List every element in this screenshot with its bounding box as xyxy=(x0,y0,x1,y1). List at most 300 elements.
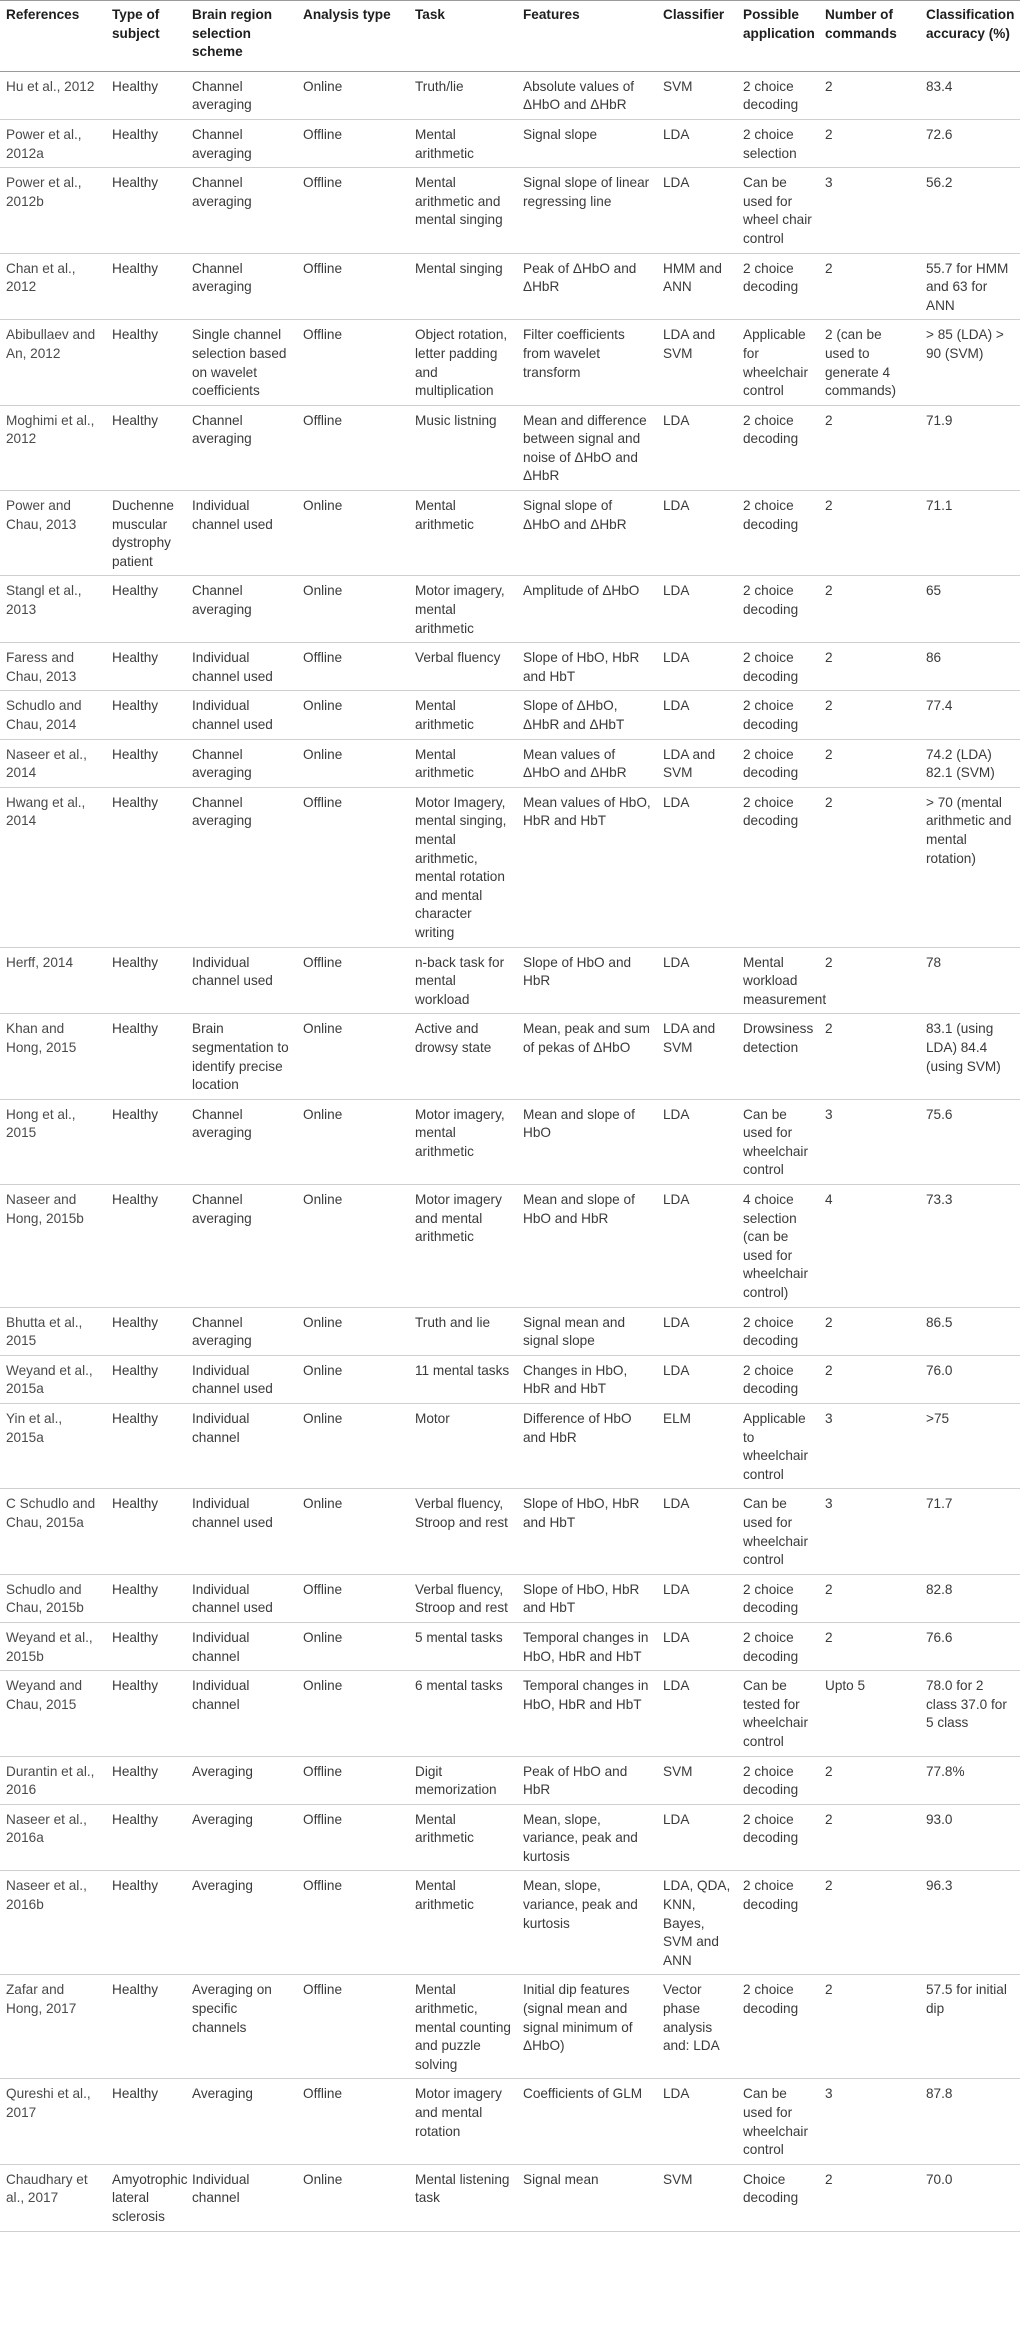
cell-number-of-commands: 2 xyxy=(819,119,920,167)
cell-type-of-subject: Healthy xyxy=(106,1099,186,1184)
cell-type-of-subject: Healthy xyxy=(106,739,186,787)
cell-features: Filter coefficients from wavelet transform xyxy=(517,320,657,405)
cell-references: Power and Chau, 2013 xyxy=(0,491,106,576)
cell-features: Slope of HbO and HbR xyxy=(517,947,657,1014)
cell-classification-accuracy: 71.9 xyxy=(920,405,1020,490)
cell-task: Mental arithmetic, mental counting and puzzle solving xyxy=(409,1975,517,2079)
cell-references: Naseer and Hong, 2015b xyxy=(0,1185,106,1308)
cell-features: Signal slope of ΔHbO and ΔHbR xyxy=(517,491,657,576)
header-possible-application: Possible application xyxy=(737,1,819,72)
cell-references: Weyand et al., 2015a xyxy=(0,1355,106,1403)
cell-number-of-commands: 2 xyxy=(819,1756,920,1804)
cell-classifier: LDA xyxy=(657,691,737,739)
cell-type-of-subject: Healthy xyxy=(106,119,186,167)
cell-possible-application: 2 choice decoding xyxy=(737,405,819,490)
cell-analysis-type: Offline xyxy=(297,787,409,947)
cell-number-of-commands: 4 xyxy=(819,1185,920,1308)
cell-type-of-subject: Amyotrophic lateral sclerosis xyxy=(106,2164,186,2231)
cell-brain-region-selection-scheme: Individual channel used xyxy=(186,691,297,739)
cell-number-of-commands: 2 xyxy=(819,576,920,643)
cell-number-of-commands: 3 xyxy=(819,168,920,253)
cell-number-of-commands: 2 xyxy=(819,2164,920,2231)
cell-references: Stangl et al., 2013 xyxy=(0,576,106,643)
cell-type-of-subject: Healthy xyxy=(106,1871,186,1975)
cell-type-of-subject: Healthy xyxy=(106,1404,186,1489)
cell-number-of-commands: 3 xyxy=(819,1404,920,1489)
cell-analysis-type: Online xyxy=(297,1404,409,1489)
cell-possible-application: 2 choice decoding xyxy=(737,1574,819,1622)
table-row xyxy=(0,119,1020,167)
cell-references: Chan et al., 2012 xyxy=(0,253,106,320)
cell-task: Motor imagery and mental arithmetic xyxy=(409,1185,517,1308)
cell-possible-application: 2 choice decoding xyxy=(737,643,819,691)
table-row xyxy=(0,576,1020,643)
header-classifier: Classifier xyxy=(657,1,737,72)
table-row xyxy=(0,1014,1020,1099)
cell-classifier: LDA xyxy=(657,491,737,576)
cell-analysis-type: Offline xyxy=(297,168,409,253)
cell-classification-accuracy: 75.6 xyxy=(920,1099,1020,1184)
cell-features: Mean, slope, variance, peak and kurtosis xyxy=(517,1871,657,1975)
cell-task: Active and drowsy state xyxy=(409,1014,517,1099)
cell-possible-application: 2 choice decoding xyxy=(737,253,819,320)
cell-brain-region-selection-scheme: Channel averaging xyxy=(186,1099,297,1184)
cell-analysis-type: Online xyxy=(297,1307,409,1355)
cell-number-of-commands: 3 xyxy=(819,2079,920,2164)
table-row xyxy=(0,71,1020,119)
cell-features: Mean and slope of HbO and HbR xyxy=(517,1185,657,1308)
cell-type-of-subject: Healthy xyxy=(106,405,186,490)
cell-analysis-type: Offline xyxy=(297,2079,409,2164)
cell-number-of-commands: 2 xyxy=(819,1871,920,1975)
cell-brain-region-selection-scheme: Channel averaging xyxy=(186,1185,297,1308)
cell-task: Truth and lie xyxy=(409,1307,517,1355)
cell-classifier: LDA xyxy=(657,405,737,490)
cell-brain-region-selection-scheme: Channel averaging xyxy=(186,119,297,167)
cell-classification-accuracy: 83.4 xyxy=(920,71,1020,119)
cell-features: Temporal changes in HbO, HbR and HbT xyxy=(517,1671,657,1756)
cell-references: Naseer et al., 2016a xyxy=(0,1804,106,1871)
cell-features: Absolute values of ΔHbO and ΔHbR xyxy=(517,71,657,119)
cell-task: Motor Imagery, mental singing, mental arithmetic, mental rotation and mental character writing xyxy=(409,787,517,947)
cell-analysis-type: Online xyxy=(297,576,409,643)
cell-classification-accuracy: 55.7 for HMM and 63 for ANN xyxy=(920,253,1020,320)
cell-possible-application: 2 choice decoding xyxy=(737,1307,819,1355)
cell-references: Hong et al., 2015 xyxy=(0,1099,106,1184)
cell-references: Qureshi et al., 2017 xyxy=(0,2079,106,2164)
cell-analysis-type: Offline xyxy=(297,947,409,1014)
cell-references: Moghimi et al., 2012 xyxy=(0,405,106,490)
cell-classifier: LDA xyxy=(657,1099,737,1184)
cell-possible-application: Choice decoding xyxy=(737,2164,819,2231)
cell-analysis-type: Offline xyxy=(297,1804,409,1871)
cell-classification-accuracy: 82.8 xyxy=(920,1574,1020,1622)
cell-task: Verbal fluency xyxy=(409,643,517,691)
cell-analysis-type: Offline xyxy=(297,119,409,167)
cell-features: Mean and slope of HbO xyxy=(517,1099,657,1184)
cell-task: Mental arithmetic xyxy=(409,119,517,167)
header-task: Task xyxy=(409,1,517,72)
cell-brain-region-selection-scheme: Individual channel used xyxy=(186,643,297,691)
cell-classification-accuracy: 78.0 for 2 class 37.0 for 5 class xyxy=(920,1671,1020,1756)
header-brain-region-selection-scheme: Brain region selection scheme xyxy=(186,1,297,72)
cell-features: Mean, slope, variance, peak and kurtosis xyxy=(517,1804,657,1871)
cell-possible-application: 4 choice selection (can be used for wheelchair control) xyxy=(737,1185,819,1308)
cell-classifier: LDA xyxy=(657,947,737,1014)
cell-type-of-subject: Healthy xyxy=(106,1185,186,1308)
cell-references: Weyand et al., 2015b xyxy=(0,1622,106,1670)
header-number-of-commands: Number of commands xyxy=(819,1,920,72)
cell-brain-region-selection-scheme: Channel averaging xyxy=(186,253,297,320)
cell-task: Motor imagery and mental rotation xyxy=(409,2079,517,2164)
cell-type-of-subject: Healthy xyxy=(106,947,186,1014)
table-row xyxy=(0,1671,1020,1756)
cell-analysis-type: Online xyxy=(297,1185,409,1308)
table-row xyxy=(0,1871,1020,1975)
cell-possible-application: Can be used for wheel chair control xyxy=(737,168,819,253)
cell-classifier: Vector phase analysis and: LDA xyxy=(657,1975,737,2079)
cell-classifier: ELM xyxy=(657,1404,737,1489)
cell-brain-region-selection-scheme: Averaging on specific channels xyxy=(186,1975,297,2079)
cell-possible-application: 2 choice decoding xyxy=(737,787,819,947)
cell-classifier: LDA xyxy=(657,119,737,167)
header-row xyxy=(0,1,1020,72)
cell-classifier: HMM and ANN xyxy=(657,253,737,320)
cell-features: Signal mean xyxy=(517,2164,657,2231)
table-row xyxy=(0,405,1020,490)
cell-type-of-subject: Healthy xyxy=(106,787,186,947)
cell-type-of-subject: Healthy xyxy=(106,1975,186,2079)
cell-number-of-commands: 2 xyxy=(819,405,920,490)
cell-possible-application: 2 choice selection xyxy=(737,119,819,167)
cell-brain-region-selection-scheme: Channel averaging xyxy=(186,168,297,253)
header-references: References xyxy=(0,1,106,72)
cell-possible-application: 2 choice decoding xyxy=(737,1622,819,1670)
table-row xyxy=(0,168,1020,253)
cell-number-of-commands: 2 xyxy=(819,643,920,691)
cell-task: Mental arithmetic and mental singing xyxy=(409,168,517,253)
cell-references: Herff, 2014 xyxy=(0,947,106,1014)
cell-classification-accuracy: > 70 (mental arithmetic and mental rotation) xyxy=(920,787,1020,947)
cell-features: Peak of ΔHbO and ΔHbR xyxy=(517,253,657,320)
cell-classifier: LDA xyxy=(657,1489,737,1574)
cell-possible-application: Applicable for wheelchair control xyxy=(737,320,819,405)
table-row xyxy=(0,1185,1020,1308)
cell-features: Signal mean and signal slope xyxy=(517,1307,657,1355)
cell-task: 5 mental tasks xyxy=(409,1622,517,1670)
cell-features: Signal slope of linear regressing line xyxy=(517,168,657,253)
cell-classification-accuracy: 74.2 (LDA) 82.1 (SVM) xyxy=(920,739,1020,787)
cell-number-of-commands: 2 xyxy=(819,1014,920,1099)
cell-type-of-subject: Healthy xyxy=(106,1574,186,1622)
cell-analysis-type: Offline xyxy=(297,405,409,490)
cell-classifier: SVM xyxy=(657,2164,737,2231)
cell-brain-region-selection-scheme: Individual channel xyxy=(186,1671,297,1756)
cell-references: Naseer et al., 2014 xyxy=(0,739,106,787)
cell-possible-application: 2 choice decoding xyxy=(737,691,819,739)
cell-references: Naseer et al., 2016b xyxy=(0,1871,106,1975)
cell-possible-application: Mental workload measurement xyxy=(737,947,819,1014)
cell-number-of-commands: 2 xyxy=(819,1622,920,1670)
cell-features: Temporal changes in HbO, HbR and HbT xyxy=(517,1622,657,1670)
cell-classifier: LDA xyxy=(657,643,737,691)
cell-brain-region-selection-scheme: Individual channel xyxy=(186,1622,297,1670)
cell-analysis-type: Offline xyxy=(297,1871,409,1975)
cell-features: Slope of HbO, HbR and HbT xyxy=(517,1489,657,1574)
cell-task: Digit memorization xyxy=(409,1756,517,1804)
header-features: Features xyxy=(517,1,657,72)
cell-classification-accuracy: 87.8 xyxy=(920,2079,1020,2164)
cell-analysis-type: Online xyxy=(297,691,409,739)
cell-classification-accuracy: 77.8% xyxy=(920,1756,1020,1804)
table-body xyxy=(0,71,1020,2231)
cell-references: Faress and Chau, 2013 xyxy=(0,643,106,691)
cell-classifier: LDA and SVM xyxy=(657,320,737,405)
cell-classifier: LDA xyxy=(657,1574,737,1622)
cell-features: Difference of HbO and HbR xyxy=(517,1404,657,1489)
cell-analysis-type: Online xyxy=(297,1489,409,1574)
cell-task: Object rotation, letter padding and multiplication xyxy=(409,320,517,405)
cell-brain-region-selection-scheme: Channel averaging xyxy=(186,787,297,947)
cell-classifier: LDA xyxy=(657,787,737,947)
table-row xyxy=(0,643,1020,691)
cell-analysis-type: Online xyxy=(297,2164,409,2231)
cell-brain-region-selection-scheme: Channel averaging xyxy=(186,405,297,490)
cell-analysis-type: Offline xyxy=(297,320,409,405)
cell-brain-region-selection-scheme: Individual channel used xyxy=(186,491,297,576)
cell-features: Slope of HbO, HbR and HbT xyxy=(517,643,657,691)
cell-number-of-commands: 2 xyxy=(819,739,920,787)
cell-analysis-type: Offline xyxy=(297,1975,409,2079)
cell-analysis-type: Offline xyxy=(297,1574,409,1622)
cell-type-of-subject: Healthy xyxy=(106,320,186,405)
cell-possible-application: Can be used for wheelchair control xyxy=(737,1099,819,1184)
cell-type-of-subject: Healthy xyxy=(106,1756,186,1804)
cell-task: Mental arithmetic xyxy=(409,1871,517,1975)
cell-task: Mental arithmetic xyxy=(409,491,517,576)
table-row xyxy=(0,1756,1020,1804)
cell-brain-region-selection-scheme: Individual channel used xyxy=(186,1355,297,1403)
cell-task: Mental arithmetic xyxy=(409,739,517,787)
cell-possible-application: 2 choice decoding xyxy=(737,576,819,643)
cell-type-of-subject: Healthy xyxy=(106,2079,186,2164)
cell-possible-application: 2 choice decoding xyxy=(737,1804,819,1871)
cell-classification-accuracy: 70.0 xyxy=(920,2164,1020,2231)
table-row xyxy=(0,1622,1020,1670)
cell-possible-application: 2 choice decoding xyxy=(737,739,819,787)
cell-classification-accuracy: > 85 (LDA) > 90 (SVM) xyxy=(920,320,1020,405)
cell-type-of-subject: Healthy xyxy=(106,1804,186,1871)
header-analysis-type: Analysis type xyxy=(297,1,409,72)
cell-number-of-commands: 2 xyxy=(819,1574,920,1622)
cell-classifier: LDA xyxy=(657,1355,737,1403)
cell-task: 11 mental tasks xyxy=(409,1355,517,1403)
cell-brain-region-selection-scheme: Individual channel xyxy=(186,2164,297,2231)
cell-analysis-type: Online xyxy=(297,71,409,119)
cell-analysis-type: Offline xyxy=(297,253,409,320)
cell-references: Hu et al., 2012 xyxy=(0,71,106,119)
cell-type-of-subject: Healthy xyxy=(106,253,186,320)
cell-possible-application: Drowsiness detection xyxy=(737,1014,819,1099)
cell-task: 6 mental tasks xyxy=(409,1671,517,1756)
table-row xyxy=(0,1489,1020,1574)
cell-possible-application: 2 choice decoding xyxy=(737,1756,819,1804)
cell-type-of-subject: Healthy xyxy=(106,576,186,643)
cell-brain-region-selection-scheme: Averaging xyxy=(186,1804,297,1871)
cell-features: Slope of ΔHbO, ΔHbR and ΔHbT xyxy=(517,691,657,739)
cell-classification-accuracy: 71.1 xyxy=(920,491,1020,576)
cell-features: Signal slope xyxy=(517,119,657,167)
cell-classification-accuracy: 65 xyxy=(920,576,1020,643)
cell-brain-region-selection-scheme: Brain segmentation to identify precise location xyxy=(186,1014,297,1099)
cell-references: Schudlo and Chau, 2015b xyxy=(0,1574,106,1622)
cell-features: Mean, peak and sum of pekas of ΔHbO xyxy=(517,1014,657,1099)
cell-classification-accuracy: 78 xyxy=(920,947,1020,1014)
cell-classification-accuracy: 71.7 xyxy=(920,1489,1020,1574)
cell-type-of-subject: Duchenne muscular dystrophy patient xyxy=(106,491,186,576)
table-row xyxy=(0,491,1020,576)
cell-number-of-commands: 3 xyxy=(819,1099,920,1184)
cell-references: Chaudhary et al., 2017 xyxy=(0,2164,106,2231)
cell-brain-region-selection-scheme: Single channel selection based on wavelet coefficients xyxy=(186,320,297,405)
table-row xyxy=(0,947,1020,1014)
header-classification-accuracy: Classification accuracy (%) xyxy=(920,1,1020,72)
cell-type-of-subject: Healthy xyxy=(106,1307,186,1355)
cell-number-of-commands: 2 xyxy=(819,787,920,947)
cell-type-of-subject: Healthy xyxy=(106,1671,186,1756)
cell-number-of-commands: 2 (can be used to generate 4 commands) xyxy=(819,320,920,405)
cell-possible-application: 2 choice decoding xyxy=(737,491,819,576)
cell-number-of-commands: 2 xyxy=(819,1355,920,1403)
cell-task: Mental listening task xyxy=(409,2164,517,2231)
cell-number-of-commands: 2 xyxy=(819,691,920,739)
cell-possible-application: Can be used for wheelchair control xyxy=(737,2079,819,2164)
cell-brain-region-selection-scheme: Individual channel used xyxy=(186,947,297,1014)
cell-analysis-type: Online xyxy=(297,1622,409,1670)
cell-type-of-subject: Healthy xyxy=(106,1014,186,1099)
cell-classifier: LDA xyxy=(657,1671,737,1756)
cell-type-of-subject: Healthy xyxy=(106,691,186,739)
cell-classification-accuracy: 76.6 xyxy=(920,1622,1020,1670)
cell-task: Verbal fluency, Stroop and rest xyxy=(409,1574,517,1622)
cell-classifier: LDA xyxy=(657,168,737,253)
cell-brain-region-selection-scheme: Averaging xyxy=(186,1871,297,1975)
cell-type-of-subject: Healthy xyxy=(106,71,186,119)
cell-features: Mean and difference between signal and noise of ΔHbO and ΔHbR xyxy=(517,405,657,490)
cell-brain-region-selection-scheme: Channel averaging xyxy=(186,1307,297,1355)
table-row xyxy=(0,1099,1020,1184)
cell-references: Bhutta et al., 2015 xyxy=(0,1307,106,1355)
cell-features: Changes in HbO, HbR and HbT xyxy=(517,1355,657,1403)
table-row xyxy=(0,691,1020,739)
cell-classification-accuracy: >75 xyxy=(920,1404,1020,1489)
cell-type-of-subject: Healthy xyxy=(106,1622,186,1670)
cell-classification-accuracy: 83.1 (using LDA) 84.4 (using SVM) xyxy=(920,1014,1020,1099)
cell-analysis-type: Offline xyxy=(297,1756,409,1804)
cell-classification-accuracy: 96.3 xyxy=(920,1871,1020,1975)
cell-classification-accuracy: 57.5 for initial dip xyxy=(920,1975,1020,2079)
table-row xyxy=(0,1355,1020,1403)
cell-task: n-back task for mental workload xyxy=(409,947,517,1014)
cell-references: Power et al., 2012b xyxy=(0,168,106,253)
cell-references: Power et al., 2012a xyxy=(0,119,106,167)
cell-references: Hwang et al., 2014 xyxy=(0,787,106,947)
cell-brain-region-selection-scheme: Averaging xyxy=(186,1756,297,1804)
cell-number-of-commands: Upto 5 xyxy=(819,1671,920,1756)
cell-classifier: SVM xyxy=(657,1756,737,1804)
cell-classifier: LDA xyxy=(657,2079,737,2164)
table-row xyxy=(0,320,1020,405)
cell-number-of-commands: 2 xyxy=(819,1307,920,1355)
cell-classifier: LDA, QDA, KNN, Bayes, SVM and ANN xyxy=(657,1871,737,1975)
cell-brain-region-selection-scheme: Averaging xyxy=(186,2079,297,2164)
cell-features: Amplitude of ΔHbO xyxy=(517,576,657,643)
cell-possible-application: Can be used for wheelchair control xyxy=(737,1489,819,1574)
cell-classifier: LDA xyxy=(657,1622,737,1670)
cell-possible-application: Can be tested for wheelchair control xyxy=(737,1671,819,1756)
cell-task: Verbal fluency, Stroop and rest xyxy=(409,1489,517,1574)
cell-analysis-type: Online xyxy=(297,1355,409,1403)
table-row xyxy=(0,739,1020,787)
table-row xyxy=(0,253,1020,320)
table-row xyxy=(0,1307,1020,1355)
cell-classifier: LDA xyxy=(657,1804,737,1871)
header-type-of-subject: Type of subject xyxy=(106,1,186,72)
cell-classifier: LDA xyxy=(657,1307,737,1355)
cell-references: Abibullaev and An, 2012 xyxy=(0,320,106,405)
cell-analysis-type: Offline xyxy=(297,643,409,691)
cell-classifier: SVM xyxy=(657,71,737,119)
table-row xyxy=(0,2164,1020,2231)
cell-number-of-commands: 2 xyxy=(819,491,920,576)
cell-number-of-commands: 2 xyxy=(819,71,920,119)
cell-classification-accuracy: 56.2 xyxy=(920,168,1020,253)
cell-type-of-subject: Healthy xyxy=(106,643,186,691)
cell-analysis-type: Online xyxy=(297,1014,409,1099)
cell-classification-accuracy: 93.0 xyxy=(920,1804,1020,1871)
cell-classifier: LDA xyxy=(657,1185,737,1308)
cell-possible-application: 2 choice decoding xyxy=(737,1871,819,1975)
cell-features: Peak of HbO and HbR xyxy=(517,1756,657,1804)
cell-brain-region-selection-scheme: Individual channel xyxy=(186,1404,297,1489)
cell-task: Motor xyxy=(409,1404,517,1489)
cell-references: Weyand and Chau, 2015 xyxy=(0,1671,106,1756)
cell-classification-accuracy: 77.4 xyxy=(920,691,1020,739)
cell-number-of-commands: 3 xyxy=(819,1489,920,1574)
table-row xyxy=(0,1975,1020,2079)
cell-classification-accuracy: 72.6 xyxy=(920,119,1020,167)
cell-references: Durantin et al., 2016 xyxy=(0,1756,106,1804)
cell-brain-region-selection-scheme: Individual channel used xyxy=(186,1574,297,1622)
cell-brain-region-selection-scheme: Channel averaging xyxy=(186,71,297,119)
cell-analysis-type: Online xyxy=(297,491,409,576)
cell-possible-application: 2 choice decoding xyxy=(737,1355,819,1403)
cell-analysis-type: Online xyxy=(297,1671,409,1756)
cell-possible-application: Applicable to wheelchair control xyxy=(737,1404,819,1489)
table-row xyxy=(0,2079,1020,2164)
cell-features: Slope of HbO, HbR and HbT xyxy=(517,1574,657,1622)
cell-task: Motor imagery, mental arithmetic xyxy=(409,1099,517,1184)
cell-possible-application: 2 choice decoding xyxy=(737,1975,819,2079)
table-row xyxy=(0,1574,1020,1622)
cell-references: Khan and Hong, 2015 xyxy=(0,1014,106,1099)
cell-task: Mental singing xyxy=(409,253,517,320)
cell-features: Initial dip features (signal mean and signal minimum of ΔHbO) xyxy=(517,1975,657,2079)
cell-references: Schudlo and Chau, 2014 xyxy=(0,691,106,739)
cell-features: Coefficients of GLM xyxy=(517,2079,657,2164)
cell-analysis-type: Online xyxy=(297,739,409,787)
cell-brain-region-selection-scheme: Channel averaging xyxy=(186,576,297,643)
